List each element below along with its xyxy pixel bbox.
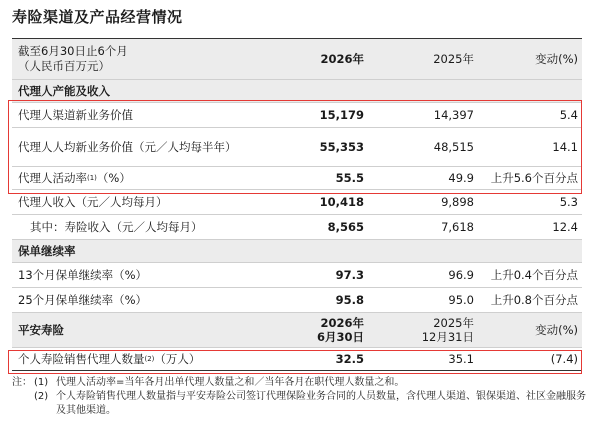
value-change: 12.4 [552,220,578,234]
row-label: 其中：寿险收入（元／人均每月） [30,219,203,234]
footnote-2 [12,390,587,418]
section-header-retention [12,240,582,263]
header-label [18,39,273,79]
section-title: 平安寿险 [18,322,64,337]
row-label: 代理人渠道新业务价值 [18,107,133,122]
header-col-2026-date [274,313,364,347]
table-row [12,167,582,190]
footnote-text: 代理人活动率=当年各月出单代理人数量之和／当年各月在职代理人数量之和。 [56,377,405,388]
footnotes [12,376,587,418]
header-col-change: 变动(%) [535,323,578,337]
row-label: 代理人收入（元／人均每月） [18,194,168,209]
row-label: 13个月保单继续率（%） [18,267,148,282]
header-label-line2: （人民币百万元） [18,59,110,73]
footnote-ref: (2) [144,354,155,363]
table-row [12,128,582,167]
footnote-1 [12,376,587,390]
header-date: 12月31日 [421,330,474,344]
value-change: 上升5.6个百分点 [490,171,578,185]
value-change: 上升0.4个百分点 [490,268,578,282]
pingan-header-row [12,313,582,348]
section-title: 保单继续率 [18,243,76,258]
value-2025: 95.0 [448,293,474,307]
life-insurance-table [12,38,582,371]
value-change: (7.4) [550,352,578,366]
row-label-unit: （%） [96,170,131,185]
footnote-number: (2) [34,391,49,402]
footnote-text: 个人寿险销售代理人数量指与平安寿险公司签订代理保险业务合同的人员数量，含代理人渠道、银保渠道、社区金融服务及其他渠道。 [56,391,586,416]
value-change: 14.1 [552,140,578,154]
header-year: 2025年 [433,316,474,330]
value-2026: 95.8 [335,293,364,307]
header-date: 6月30日 [316,330,364,344]
value-2026: 10,418 [319,195,364,209]
value-2026: 55.5 [335,171,364,185]
section-title: 代理人产能及收入 [18,83,110,98]
header-col-2026: 2026年 [320,52,364,66]
row-label-unit: （万人） [154,351,201,366]
value-2025: 49.9 [448,171,474,185]
row-label: 代理人人均新业务价值（元／人均每半年） [18,139,237,154]
row-label: 25个月保单继续率（%） [18,292,148,307]
value-2026: 15,179 [319,108,364,122]
section-header-agent [12,80,582,103]
value-change: 5.3 [559,195,578,209]
header-col-2025-date [364,313,474,347]
value-2026: 8,565 [327,220,364,234]
table-row [12,190,582,215]
value-2026: 97.3 [335,268,364,282]
table-row [12,215,582,240]
footnote-prefix: 注： [12,377,32,388]
footnote-ref: (1) [87,173,97,182]
value-2025: 7,618 [441,220,474,234]
page-title: 寿险渠道及产品经营情况 [12,8,183,26]
table-row [12,103,582,128]
table-row [12,348,582,370]
value-change: 5.4 [559,108,578,122]
value-change: 上升0.8个百分点 [490,293,578,307]
row-label-text: 个人寿险销售代理人数量 [18,351,145,366]
row-label [18,348,273,370]
header-col-2025: 2025年 [433,52,474,66]
table-row [12,288,582,313]
header-year: 2026年 [320,316,364,330]
value-2025: 48,515 [433,140,474,154]
table-header-row [12,39,582,80]
value-2025: 14,397 [433,108,474,122]
value-2026: 32.5 [335,352,364,366]
header-col-change: 变动(%) [535,52,578,66]
value-2025: 96.9 [448,268,474,282]
header-label-line1: 截至6月30日止6个月 [18,44,128,58]
value-2026: 55,353 [319,140,364,154]
value-2025: 35.1 [448,352,474,366]
value-2025: 9,898 [441,195,474,209]
footnote-number: (1) [34,377,49,388]
table-row [12,263,582,288]
row-label [18,167,273,189]
row-label-text: 代理人活动率 [18,170,87,185]
